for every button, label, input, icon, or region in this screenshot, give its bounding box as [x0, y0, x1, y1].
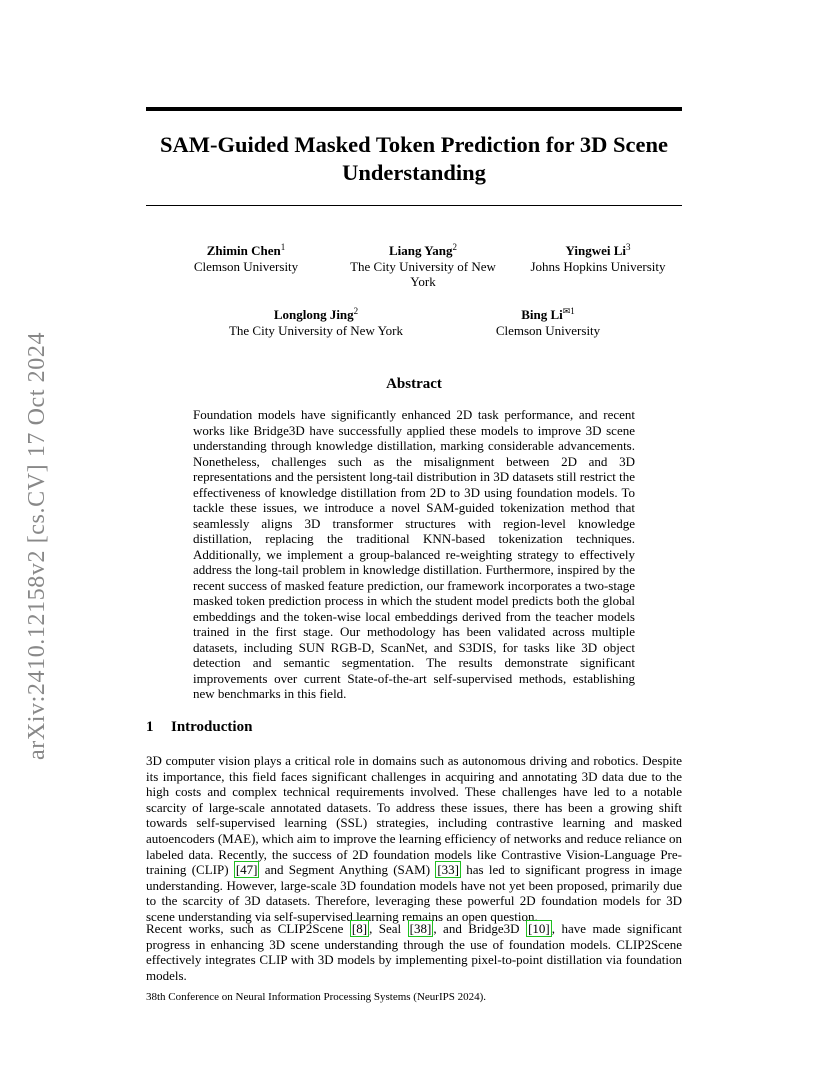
citation-link[interactable]: [8]	[351, 921, 368, 936]
author-block	[478, 307, 618, 338]
author-superscript: 2	[452, 242, 457, 252]
author-superscript: ✉1	[562, 306, 575, 316]
section-title: Introduction	[171, 719, 253, 735]
citation-link[interactable]: [10]	[528, 921, 550, 936]
author-affiliation: The City University of New York	[350, 258, 496, 289]
author-block	[216, 307, 416, 338]
author-block	[176, 243, 316, 274]
author-name: Zhimin Chen$^1$	[206, 242, 286, 258]
author-name: Bing $Li^{✉1}$	[521, 306, 575, 322]
citation-link[interactable]: [38]	[409, 921, 432, 936]
abstract-heading: Abstract	[386, 376, 442, 392]
author-affiliation: Johns Hopkins University	[530, 258, 666, 274]
author-affiliation: Clemson University	[193, 258, 299, 274]
author-affiliation: Clemson University	[495, 322, 601, 338]
intro-paragraph-2: Recent works, such as CLIP2Scene [8] , Seal [38] , and Bridge3D [10] , have made significant progress in enhancing 3D scene understanding through the use of foundation models. CLIP2Scene effectively integrates CLIP with 3D models by implementing pixel-to-point distillation via foundation models.	[146, 921, 682, 983]
section-number: 1	[146, 719, 154, 735]
author-block	[343, 243, 503, 290]
intro-paragraph-1: 3D computer vision plays a critical role in domains such as autonomous driving and robotics. Despite its importance, this field faces significant challenges in acquiring and annotating 3D data due to the high costs and complex technical requirements involved. These challenges have led to a notable scarcity of large-scale annotated datasets. To address these issues, there has been a growing shift towards self-supervised learning (SSL) strategies, including contrastive learning and masked autoencoders (MAE), which aim to improve the learning efficiency of networks and reduce reliance on labeled data. Recently, the success of 2D foundation models like Contrastive Vision-Language Pre-training (CLIP) [47] and Segment Anything (SAM) [33] has led to significant progress in image understanding. However, large-scale 3D foundation models have not yet been proposed, primarily due to the scarcity of 3D datasets. Therefore, leveraging these powerful 2D foundation models for 3D scene understanding via self-supervised learning remains an open question.	[146, 753, 683, 924]
author-superscript: 3	[626, 242, 631, 252]
abstract-text: Foundation models have significantly enhanced 2D task performance, and recent works like Bridge3D have successfully applied these models to improve 3D scene understanding through knowledge distillation, marking considerable advancements. Nonetheless, challenges such as the misalignment between 2D and 3D representations and the persistent long-tail distribution in 3D datasets still restrict the effectiveness of knowledge distillation from 2D to 3D using foundation models. To tackle these issues, we introduce a novel SAM-guided tokenization method that seamlessly aligns 3D transformer structures with region-level knowledge distillation, replacing the traditional KNN-based tokenization techniques. Additionally, we implement a group-balanced re-weighting strategy to effectively address the long-tail problem in knowledge distillation. Furthermore, inspired by the recent success of masked feature prediction, our framework incorporates a two-stage masked token prediction process in which the student model predicts both the global embeddings and the token-wise local embeddings derived from the teacher models trained in the first stage. Our methodology has been validated across multiple datasets, including SUN RGB-D, ScanNet, and S3DIS, for tasks like 3D object detection and semantic segmentation. The results demonstrate significant improvements over current State-of-the-art self-supervised methods, establishing new benchmarks in this field.	[193, 407, 635, 701]
author-affiliation: The City University of New York	[228, 322, 404, 338]
section-heading	[146, 718, 682, 736]
arxiv-stamp: arXiv:2410.12158v2 [cs.CV] 17 Oct 2024	[24, 331, 50, 760]
author-superscript: 2	[353, 306, 359, 316]
author-name: Longlong Jing$^2$	[273, 306, 359, 322]
title-rule-bottom	[146, 205, 682, 206]
conference-footnote: 38th Conference on Neural Information Processing Systems (NeurIPS 2024).	[146, 991, 487, 1003]
author-name: Liang Yang$^2$	[389, 242, 457, 258]
author-block	[518, 243, 678, 274]
citation-link[interactable]: [33]	[437, 862, 459, 878]
author-superscript: 1	[280, 242, 286, 252]
paper-title: SAM-Guided Masked Token Prediction for 3D Scene Understanding	[160, 132, 668, 185]
author-name: Yingwei Li$^3$	[565, 242, 631, 258]
title-rule-top	[146, 107, 682, 111]
citation-link[interactable]: [47]	[235, 862, 258, 878]
